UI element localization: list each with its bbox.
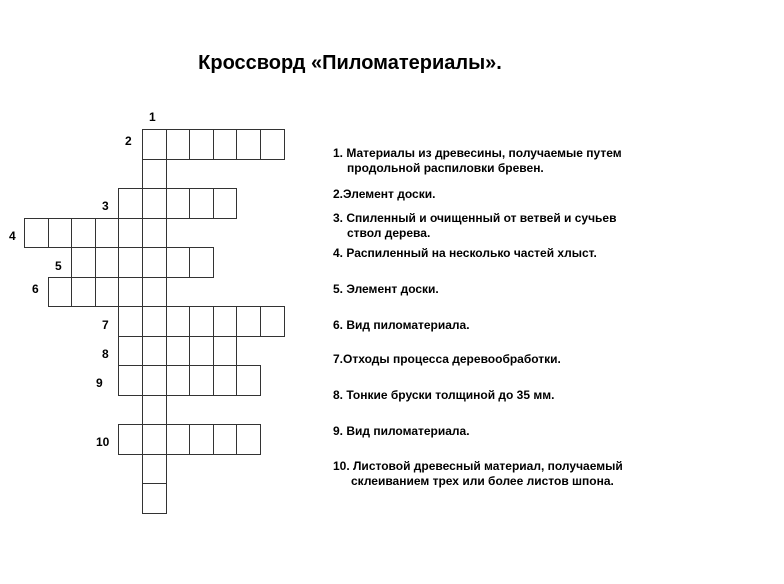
crossword-cell[interactable] [236,365,261,396]
clue-5 [333,282,663,297]
crossword-cell[interactable] [260,129,285,160]
clue-1-line2: продольной распиловки бревен. [347,161,544,175]
clue-9 [333,424,663,439]
crossword-cell[interactable] [142,218,167,249]
clue-number-3: 3 [102,199,109,213]
crossword-cell[interactable] [213,365,238,396]
crossword-cell[interactable] [166,247,191,278]
crossword-cell[interactable] [118,336,143,367]
crossword-cell[interactable] [166,424,191,455]
crossword-cell[interactable] [71,218,96,249]
crossword-cell[interactable] [142,336,167,367]
crossword-cell[interactable] [142,424,167,455]
clue-7-text: 7.Отходы процесса деревообработки. [333,352,561,366]
clue-3-line1: 3. Спиленный и очищенный от ветвей и сучьев [333,211,617,225]
clue-4-text: 4. Распиленный на несколько частей хлыст. [333,246,597,260]
crossword-cell[interactable] [189,306,214,337]
crossword-cell[interactable] [142,395,167,426]
crossword-cell[interactable] [142,483,167,514]
crossword-cell[interactable] [189,365,214,396]
crossword-cell[interactable] [48,218,73,249]
crossword-cell[interactable] [118,277,143,308]
crossword-cell[interactable] [118,247,143,278]
crossword-cell[interactable] [118,218,143,249]
clue-10 [333,459,663,489]
clue-2-text: 2.Элемент доски. [333,187,436,201]
clue-number-5: 5 [55,259,62,273]
crossword-cell[interactable] [166,365,191,396]
clue-number-1: 1 [149,110,156,124]
crossword-cell[interactable] [142,247,167,278]
clue-number-8: 8 [102,347,109,361]
crossword-cell[interactable] [71,277,96,308]
crossword-cell[interactable] [24,218,49,249]
crossword-cell[interactable] [118,306,143,337]
clue-2 [333,187,663,202]
crossword-cell[interactable] [95,277,120,308]
clue-3-line2: ствол дерева. [347,226,431,240]
crossword-cell[interactable] [189,336,214,367]
crossword-cell[interactable] [71,247,96,278]
page-title: Кроссворд «Пиломатериалы». [198,52,502,74]
crossword-cell[interactable] [236,129,261,160]
crossword-cell[interactable] [142,306,167,337]
crossword-cell[interactable] [142,277,167,308]
crossword-cell[interactable] [95,247,120,278]
crossword-cell[interactable] [48,277,73,308]
crossword-cell[interactable] [213,336,238,367]
clue-number-2: 2 [125,134,132,148]
crossword-cell[interactable] [118,365,143,396]
clue-8 [333,388,663,403]
crossword-cell[interactable] [213,188,238,219]
crossword-cell[interactable] [189,188,214,219]
clue-number-10: 10 [96,435,110,449]
clue-number-4: 4 [9,229,16,243]
clue-3 [333,211,663,241]
clue-8-text: 8. Тонкие бруски толщиной до 35 мм. [333,388,555,402]
clue-number-7: 7 [102,318,109,332]
crossword-cell[interactable] [166,188,191,219]
clue-10-line1: 10. Листовой древесный материал, получаемый [333,459,623,473]
crossword-cell[interactable] [166,336,191,367]
clue-5-text: 5. Элемент доски. [333,282,439,296]
crossword-cell[interactable] [236,424,261,455]
crossword-cell[interactable] [95,218,120,249]
crossword-cell[interactable] [260,306,285,337]
crossword-cell[interactable] [142,188,167,219]
crossword-cell[interactable] [213,306,238,337]
crossword-cell[interactable] [189,129,214,160]
clue-number-6: 6 [32,282,39,296]
clue-7 [333,352,663,367]
clue-1 [333,146,663,176]
crossword-cell[interactable] [142,365,167,396]
clue-9-text: 9. Вид пиломатериала. [333,424,470,438]
clue-number-9: 9 [96,376,103,390]
crossword-cell[interactable] [118,188,143,219]
crossword-cell[interactable] [142,454,167,485]
clue-4 [333,246,663,261]
crossword-cell[interactable] [189,247,214,278]
crossword-cell[interactable] [189,424,214,455]
clue-10-line2: склеиванием трех или более листов шпона. [351,474,614,488]
clue-6-text: 6. Вид пиломатериала. [333,318,470,332]
crossword-cell[interactable] [213,424,238,455]
crossword-cell[interactable] [142,159,167,190]
crossword-cell[interactable] [236,306,261,337]
crossword-cell[interactable] [166,306,191,337]
clue-1-line1: 1. Материалы из древесины, получаемые путем [333,146,622,160]
crossword-cell[interactable] [142,129,167,160]
crossword-cell[interactable] [213,129,238,160]
crossword-cell[interactable] [166,129,191,160]
clue-6 [333,318,663,333]
crossword-cell[interactable] [118,424,143,455]
